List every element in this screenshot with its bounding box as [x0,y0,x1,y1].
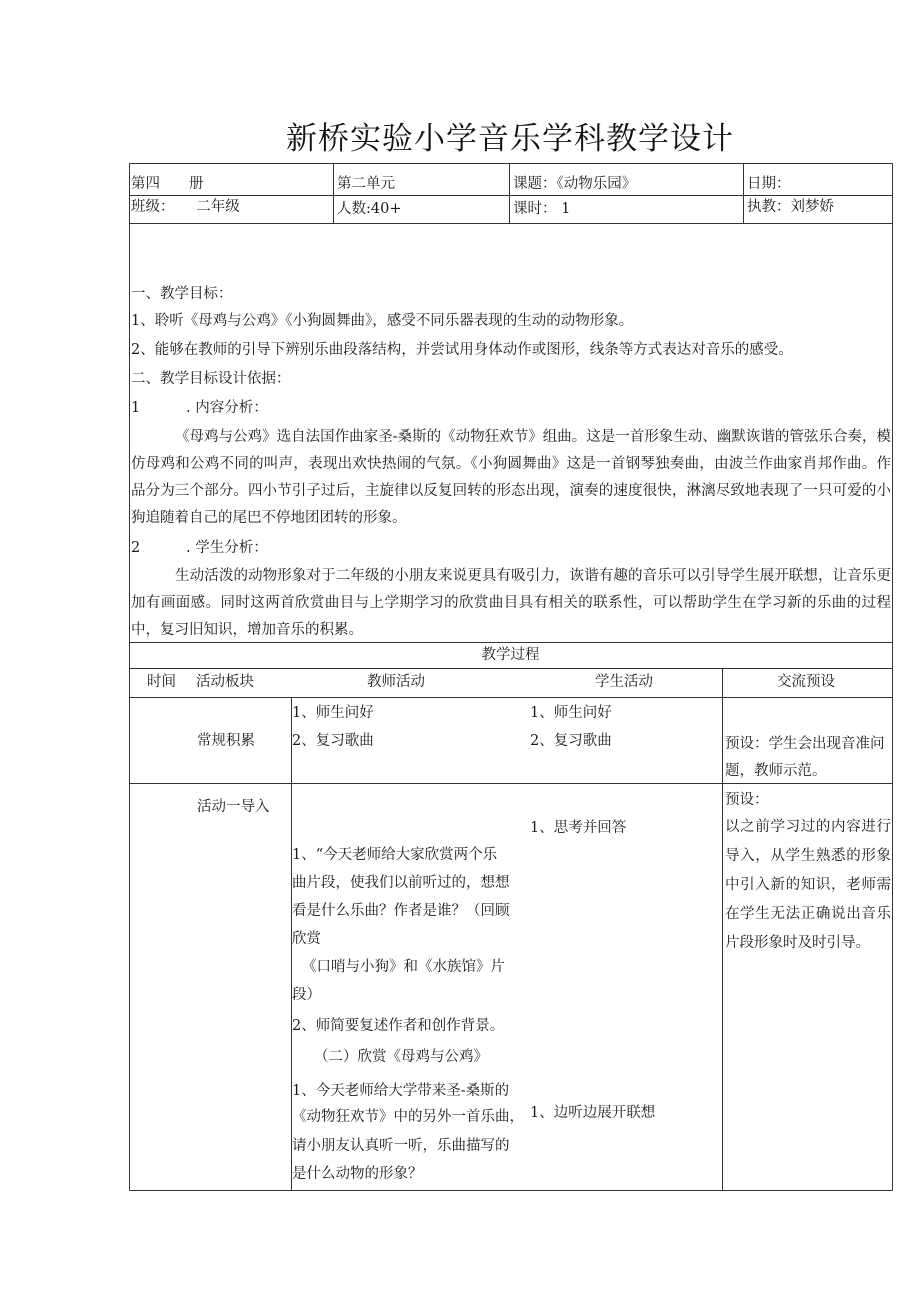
row2-teacher-line: 《口哨与小狗》和《水族馆》片 [302,959,505,975]
header-unit: 第二单元 [337,176,395,192]
column-header-student-activity: 学生活动 [595,674,653,690]
row2-preset-label: 预设： [725,792,769,808]
header-teacher: 执教：刘梦娇 [747,199,834,215]
goals-item-1: 1、聆听《母鸡与公鸡》《小狗圆舞曲》，感受不同乐器表现的生动的动物形象。 [131,313,634,329]
row2-student-2: 1、边听边展开联想 [530,1105,656,1121]
student-analysis-number: 2 [131,540,141,556]
student-analysis-paragraph: 生动活泼的动物形象对于二年级的小朋友来说更具有吸引力，诙谐有趣的音乐可以引导学生展开联想，让音乐更加有画面感。同时这两首欣赏曲目与上学期学习的欣赏曲目具有相关的联系性，可以帮助学生在学习新的乐曲的过程中，复习旧知识，增加音乐的积累。 [131,568,891,638]
content-analysis-title: . 内容分析： [186,400,268,416]
row1-preset: 预设：学生会出现音准问题，教师示范。 [725,736,885,779]
row2-teacher-line: 段） [292,987,321,1003]
row2-student-1: 1、思考并回答 [530,820,627,836]
row2-teacher-line: 《动物狂欢节》中的另外一首乐曲， [292,1109,524,1125]
column-header-activity-block: 活动板块 [196,674,254,690]
column-header-preset: 交流预设 [777,674,835,690]
header-count: 人数:40+ [337,201,402,217]
header-topic: 课题：《动物乐园》 [513,176,637,192]
row1-teacher-1: 1、师生问好 [292,705,374,721]
row1-block: 常规积累 [197,733,255,749]
basis-heading: 二、教学目标设计依据： [131,371,291,387]
goals-heading: 一、教学目标： [131,286,233,302]
row2-teacher-line: 1、“今天老师给大家欣赏两个乐 [292,847,498,863]
column-header-time: 时间 [147,674,176,690]
row1-teacher-2: 2、复习歌曲 [292,733,374,749]
header-book: 第四 册 [131,176,204,192]
content-analysis-number: 1 [131,400,141,416]
page-title: 新桥实验小学音乐学科教学设计 [286,121,734,157]
row2-block: 活动一导入 [197,799,270,815]
column-header-teacher-activity: 教师活动 [367,674,425,690]
header-date: 日期： [747,176,791,192]
process-title: 教学过程 [481,647,540,663]
student-analysis-title: . 学生分析： [186,540,268,556]
row2-teacher-line: 是什么动物的形象？ [292,1166,423,1182]
row1-student-2: 2、复习歌曲 [530,733,612,749]
row2-teacher-line: 1、今天老师给大学带来圣-桑斯的 [292,1083,510,1099]
row2-teacher-line: （二）欣赏《母鸡与公鸡》 [314,1049,488,1065]
row2-preset-text: 以之前学习过的内容进行导入，从学生熟悉的形象中引入新的知识，老师需在学生无法正确说出音乐片段形象时及时引导。 [725,819,891,951]
header-grade: 班级： 二年级 [131,199,240,215]
row2-teacher-line: 2、师简要复述作者和创作背景。 [292,1018,505,1034]
row2-teacher-line: 欣赏 [292,931,321,947]
goals-item-2: 2、能够在教师的引导下辨别乐曲段落结构，并尝试用身体动作或图形，线条等方式表达对音乐的感受。 [131,342,793,358]
content-analysis-paragraph: 《母鸡与公鸡》选自法国作曲家圣-桑斯的《动物狂欢节》组曲。这是一首形象生动、幽默诙谐的管弦乐合奏，模仿母鸡和公鸡不同的叫声，表现出欢快热闹的气氛。《小狗圆舞曲》这是一首钢琴独奏曲，由波兰作曲家肖邦作曲。作品分为三个部分。四小节引子过后，主旋律以反复回转的形态出现，演奏的速度很快，淋漓尽致地表现了一只可爱的小狗追随着自己的尾巴不停地团团转的形象。 [131,429,891,526]
row2-teacher-line: 曲片段，使我们以前听过的，想想 [292,875,510,891]
row2-teacher-line: 请小朋友认真听一听，乐曲描写的 [292,1138,510,1154]
row2-teacher-line: 看是什么乐曲？作者是谁？（回顾 [292,903,510,919]
header-period: 课时： 1 [513,201,571,217]
row1-student-1: 1、师生问好 [530,705,612,721]
